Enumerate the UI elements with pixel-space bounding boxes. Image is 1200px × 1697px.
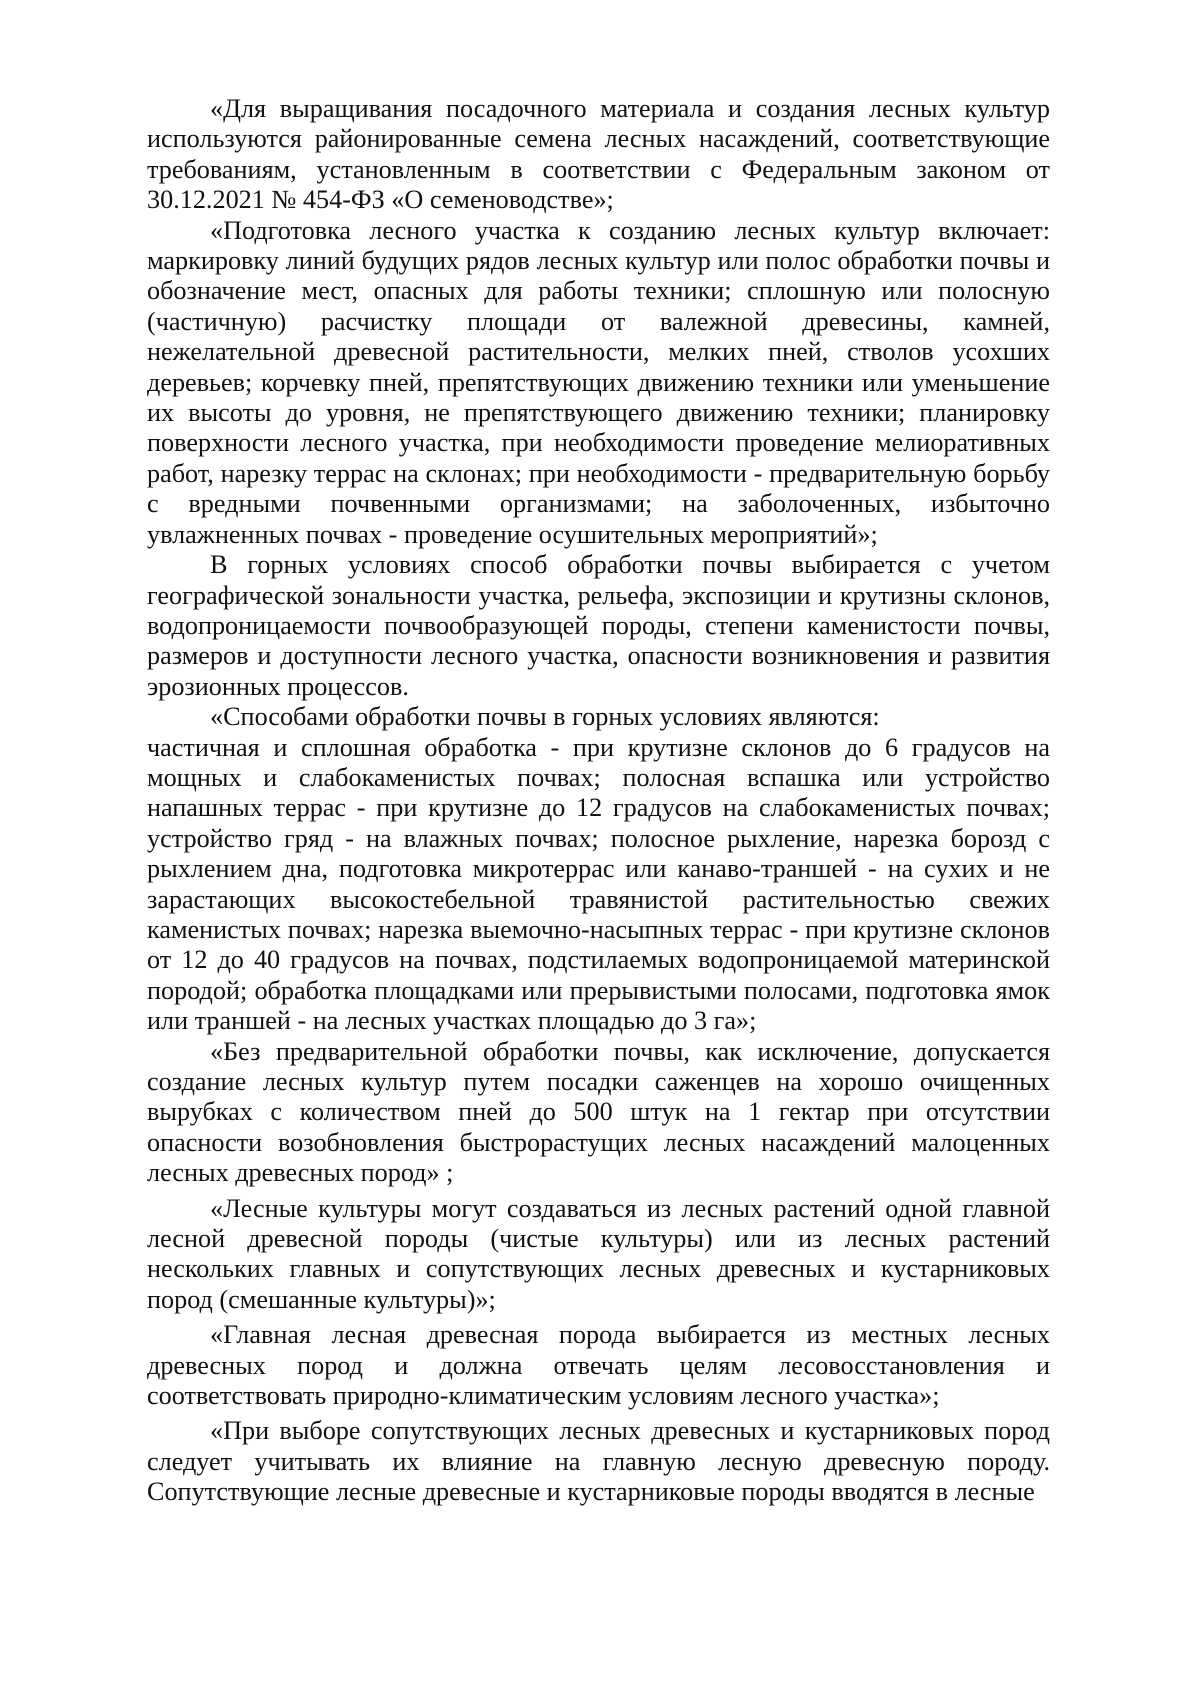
paragraph-mountain-conditions: В горных условиях способ обработки почвы выбирается с учетом географической зональности участка, рельефа, экспозиции и крутизны склонов, водопроницаемости почвообразующей породы, степени каменистости почвы, размеров и доступности лесного участка, опасности возникновения и развития эрозионных процессов. [147, 550, 1050, 701]
paragraph-companion-species: «При выборе сопутствующих лесных древесных и кустарниковых пород следует учитывать их влияние на главную лесную древесную породу. Сопутствующие лесные древесные и кустарниковые породы вводятся в лесные [147, 1416, 1050, 1507]
paragraph-methods-list: частичная и сплошная обработка - при крутизне склонов до 6 градусов на мощных и слабокаменистых почвах; полосная вспашка или устройство напашных террас - при крутизне до 12 градусов на слабокаменистых почвах; устройство гряд - на влажных почвах; полосное рыхление, нарезка борозд с рыхлением дна, подготовка микротеррас или канаво-траншей - на сухих и не зарастающих высокостебельной травянистой растительностью свежих каменистых почвах; нарезка выемочно-насыпных террас - при крутизне склонов от 12 до 40 градусов на почвах, подстилаемых водопроницаемой материнской породой; обработка площадками или прерывистыми полосами, подготовка ямок или траншей - на лесных участках площадью до 3 га»; [147, 732, 1050, 1036]
paragraph-seeds: «Для выращивания посадочного материала и создания лесных культур используются районированные семена лесных насаждений, соответствующие требованиям, установленным в соответствии с Федеральным законом от 30.12.2021 № 454-ФЗ «О семеноводстве»; [147, 94, 1050, 215]
paragraph-forest-cultures: «Лесные культуры могут создаваться из лесных растений одной главной лесной древесной породы (чистые культуры) или из лесных растений нескольких главных и сопутствующих лесных древесных и кустарниковых пород (смешанные культуры)»; [147, 1193, 1050, 1314]
paragraph-methods-heading: «Способами обработки почвы в горных условиях являются: [210, 702, 880, 732]
paragraph-no-pretreatment: «Без предварительной обработки почвы, как исключение, допускается создание лесных культур путем посадки саженцев на хорошо очищенных вырубках с количеством пней до 500 штук на 1 гектар при отсутствии опасности возобновления быстрорастущих лесных насаждений малоценных лесных древесных пород» ; [147, 1036, 1050, 1188]
paragraph-site-preparation: «Подготовка лесного участка к созданию лесных культур включает: маркировку линий будущих рядов лесных культур или полос обработки почвы и обозначение мест, опасных для работы техники; сплошную или полосную (частичную) расчистку площади от валежной древесины, камней, нежелательной древесной растительности, мелких пней, стволов усохших деревьев; корчевку пней, препятствующих движению техники или уменьшение их высоты до уровня, не препятствующего движению техники; планировку поверхности лесного участка, при необходимости проведение мелиоративных работ, нарезку террас на склонах; при необходимости - предварительную борьбу с вредными почвенными организмами; на заболоченных, избыточно увлажненных почвах - проведение осушительных мероприятий»; [147, 215, 1050, 549]
document-page [147, 94, 1050, 1508]
paragraph-main-species: «Главная лесная древесная порода выбирается из местных лесных древесных пород и должна отвечать целям лесовосстановления и соответствовать природно-климатическим условиям лесного участка»; [147, 1320, 1050, 1411]
